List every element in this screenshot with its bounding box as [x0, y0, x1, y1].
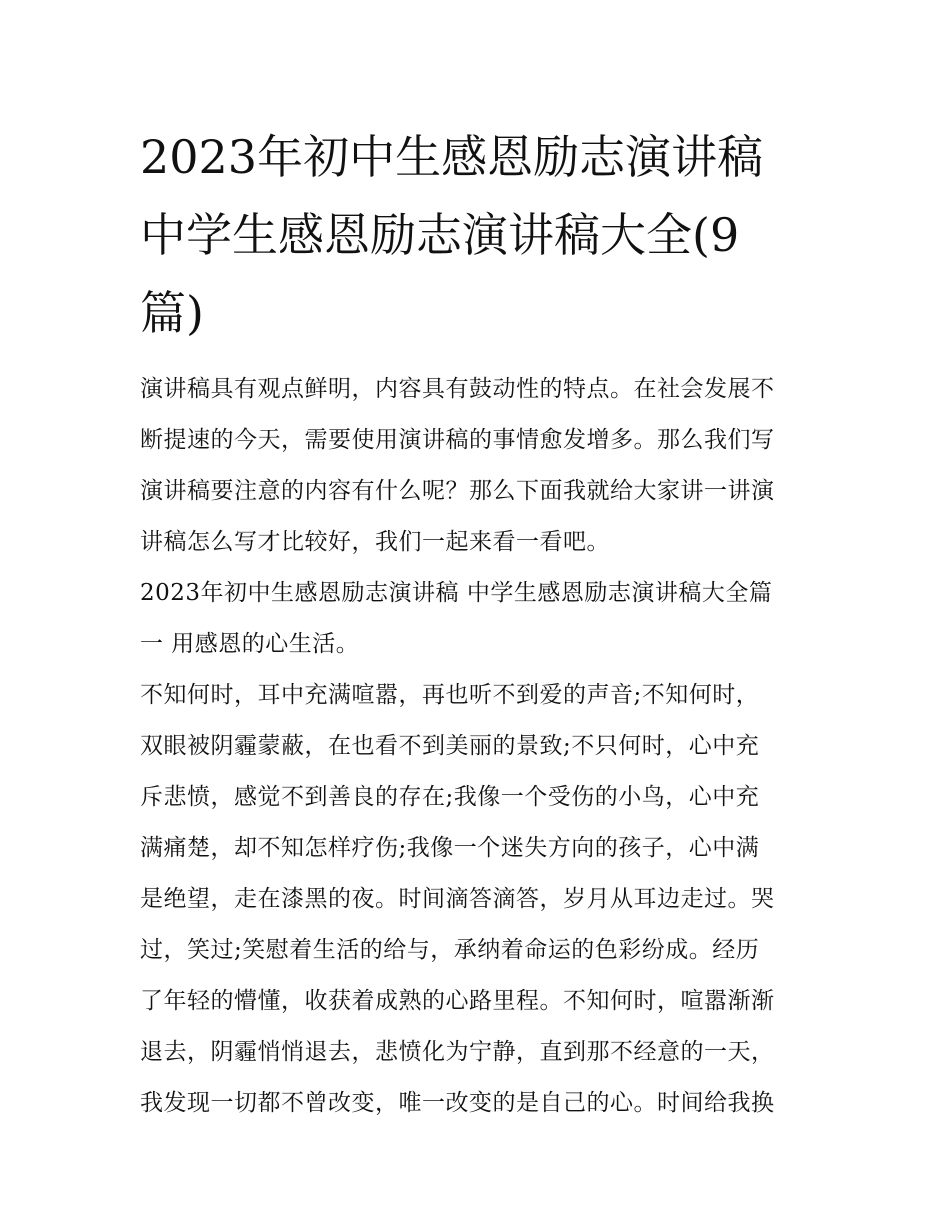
text-line: 我发现一切都不曾改变，唯一改变的是自己的心。时间给我换	[140, 1090, 775, 1116]
intro-paragraph	[140, 364, 820, 568]
text-line: 过，笑过;笑慰着生活的给与，承纳着命运的色彩纷成。经历	[140, 937, 760, 963]
text-line: 断提速的今天，需要使用演讲稿的事情愈发增多。那么我们写	[140, 427, 775, 453]
text-line: 演讲稿要注意的内容有什么呢？那么下面我就给大家讲一讲演	[140, 478, 775, 504]
title-line: 2023年初中生感恩励志演讲稿	[140, 130, 764, 184]
document-page	[140, 118, 820, 1129]
text-line: 斥悲愤，感觉不到善良的存在;我像一个受伤的小鸟，心中充	[140, 784, 760, 810]
text-line: 满痛楚，却不知怎样疗伤;我像一个迷失方向的孩子，心中满	[140, 835, 760, 861]
text-line: 不知何时，耳中充满喧嚣，再也听不到爱的声音;不知何时，	[140, 682, 760, 708]
text-line: 是绝望，走在漆黑的夜。时间滴答滴答，岁月从耳边走过。哭	[140, 886, 775, 912]
text-line: 2023年初中生感恩励志演讲稿 中学生感恩励志演讲稿大全篇	[140, 580, 773, 606]
text-line: 双眼被阴霾蒙蔽，在也看不到美丽的景致;不只何时，心中充	[140, 733, 760, 759]
text-line: 了年轻的懵懂，收获着成熟的心路里程。不知何时，喧嚣渐渐	[140, 988, 775, 1014]
title-line: 篇)	[140, 286, 204, 340]
text-line: 讲稿怎么写才比较好，我们一起来看一看吧。	[140, 529, 610, 555]
text-line: 退去，阴霾悄悄退去，悲愤化为宁静，直到那不经意的一天，	[140, 1039, 775, 1065]
body-paragraph	[140, 670, 820, 1129]
title-line: 中学生感恩励志演讲稿大全(9	[140, 208, 740, 262]
text-line: 演讲稿具有观点鲜明，内容具有鼓动性的特点。在社会发展不	[140, 376, 775, 402]
section-heading	[140, 568, 820, 670]
text-line: 一 用感恩的心生活。	[140, 631, 360, 657]
document-title	[140, 118, 820, 352]
